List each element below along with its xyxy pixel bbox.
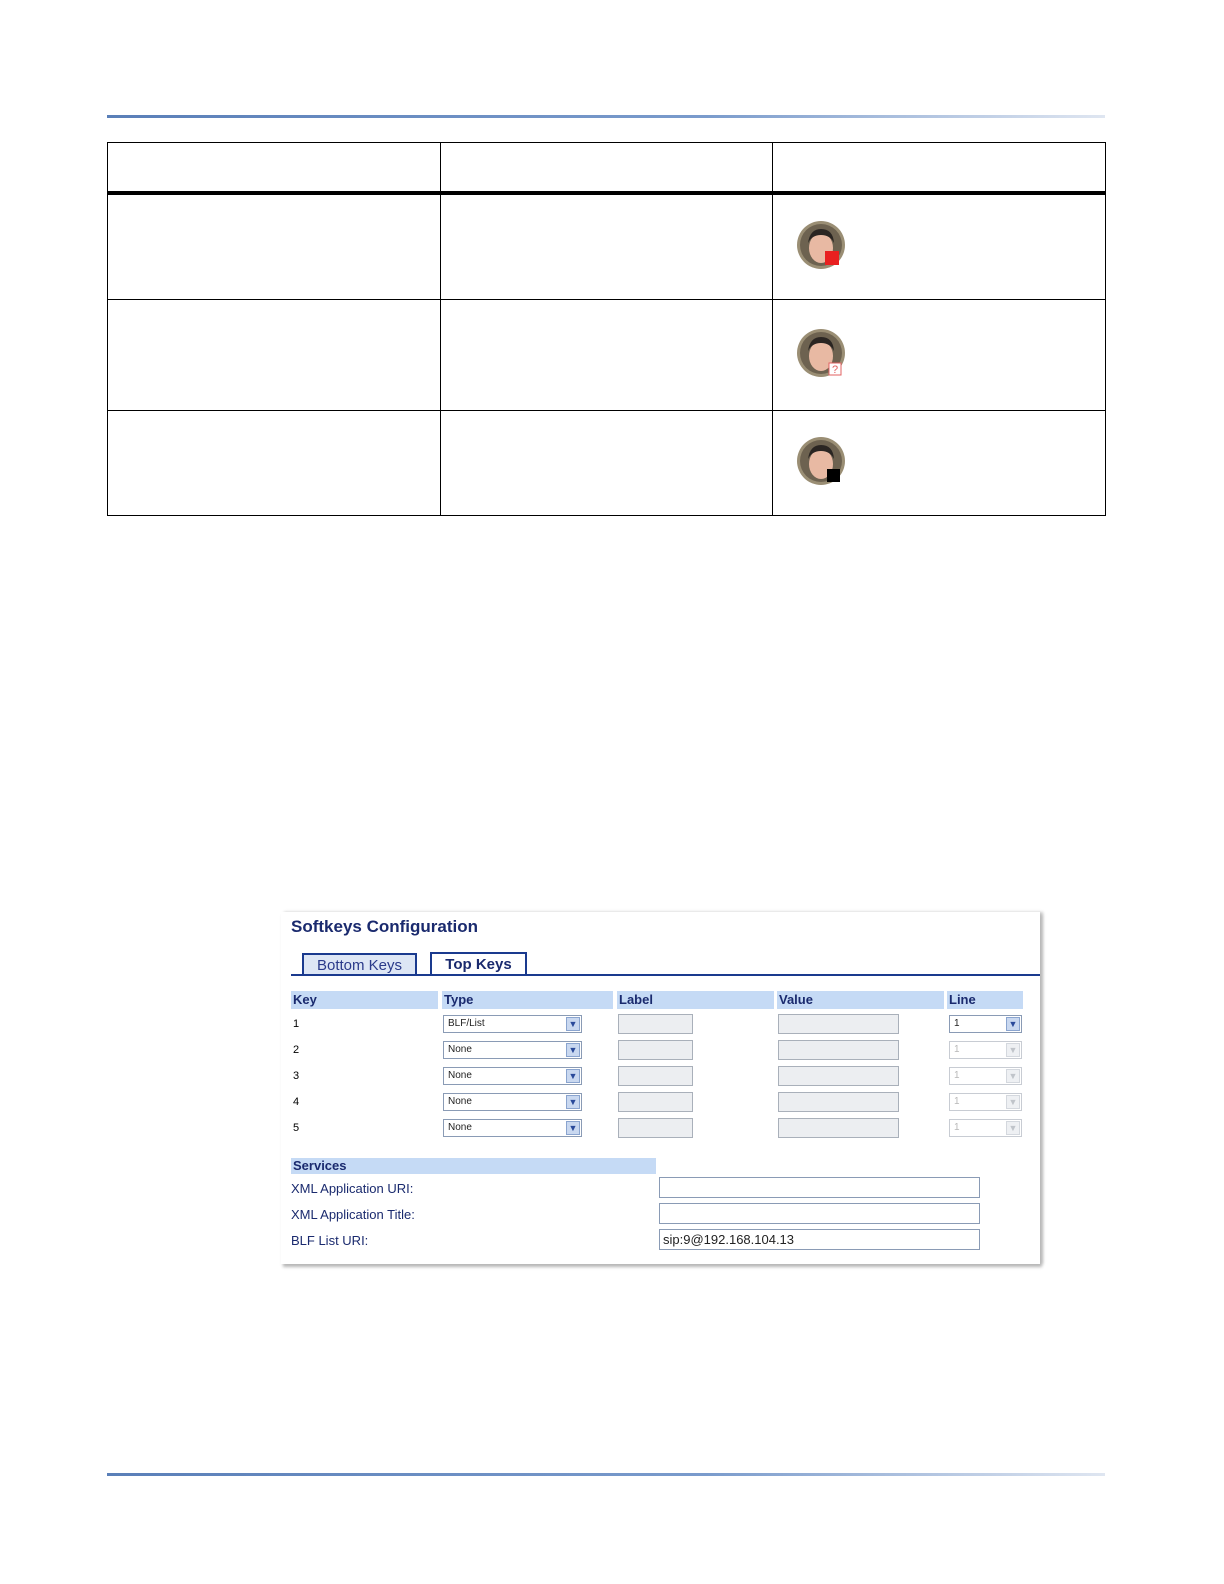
line-select-value: 1 xyxy=(954,1070,960,1081)
header-rule xyxy=(107,115,1105,118)
type-select-value: None xyxy=(448,1122,472,1133)
table-cell xyxy=(108,193,441,300)
xml-application-title-label: XML Application Title: xyxy=(291,1207,415,1222)
table-cell xyxy=(773,411,1106,516)
chevron-down-icon: ▼ xyxy=(566,1095,580,1109)
label-input[interactable] xyxy=(618,1118,693,1138)
avatar-offline-icon xyxy=(797,437,849,489)
tab-underline xyxy=(291,974,1040,976)
label-input[interactable] xyxy=(618,1040,693,1060)
table-cell xyxy=(108,300,441,411)
table-cell xyxy=(440,193,773,300)
table-header-cell xyxy=(773,143,1106,194)
chevron-down-icon: ▼ xyxy=(1006,1121,1020,1135)
xml-application-uri-label: XML Application URI: xyxy=(291,1181,414,1196)
table-cell xyxy=(440,300,773,411)
chevron-down-icon: ▼ xyxy=(1006,1095,1020,1109)
value-input[interactable] xyxy=(778,1118,899,1138)
type-select-value: None xyxy=(448,1096,472,1107)
column-header-key: Key xyxy=(291,991,438,1009)
xml-application-uri-input[interactable] xyxy=(659,1177,980,1198)
tab-bottom-keys[interactable]: Bottom Keys xyxy=(302,953,417,975)
status-table xyxy=(107,142,1106,516)
type-select-value: BLF/List xyxy=(448,1018,485,1029)
table-header-cell xyxy=(440,143,773,194)
line-select-value: 1 xyxy=(954,1018,960,1029)
value-input[interactable] xyxy=(778,1066,899,1086)
line-select[interactable] xyxy=(949,1093,1022,1111)
line-select[interactable] xyxy=(949,1041,1022,1059)
avatar-busy-icon xyxy=(797,221,849,273)
key-number: 3 xyxy=(293,1070,300,1082)
services-header: Services xyxy=(291,1158,656,1174)
type-select-value: None xyxy=(448,1044,472,1055)
line-select-value: 1 xyxy=(954,1096,960,1107)
key-number: 1 xyxy=(293,1018,300,1030)
table-row xyxy=(108,411,1106,516)
label-input[interactable] xyxy=(618,1066,693,1086)
type-select-value: None xyxy=(448,1070,472,1081)
chevron-down-icon: ▼ xyxy=(1006,1069,1020,1083)
chevron-down-icon: ▼ xyxy=(1006,1043,1020,1057)
value-input[interactable] xyxy=(778,1040,899,1060)
line-select-value: 1 xyxy=(954,1122,960,1133)
line-select-value: 1 xyxy=(954,1044,960,1055)
chevron-down-icon: ▼ xyxy=(566,1043,580,1057)
table-cell xyxy=(440,411,773,516)
type-select[interactable] xyxy=(443,1119,582,1137)
line-select[interactable] xyxy=(949,1119,1022,1137)
column-header-type: Type xyxy=(442,991,613,1009)
avatar-unknown-icon xyxy=(797,329,849,381)
type-select[interactable] xyxy=(443,1093,582,1111)
line-select[interactable] xyxy=(949,1015,1022,1033)
type-select[interactable] xyxy=(443,1067,582,1085)
page-title: Softkeys Configuration xyxy=(291,917,479,936)
type-select[interactable] xyxy=(443,1015,582,1033)
value-input[interactable] xyxy=(778,1014,899,1034)
blf-list-uri-label: BLF List URI: xyxy=(291,1233,369,1248)
chevron-down-icon: ▼ xyxy=(566,1121,580,1135)
table-row xyxy=(108,193,1106,300)
type-select[interactable] xyxy=(443,1041,582,1059)
xml-application-title-input[interactable] xyxy=(659,1203,980,1224)
key-number: 2 xyxy=(293,1044,300,1056)
table-cell xyxy=(108,411,441,516)
column-header-value: Value xyxy=(777,991,944,1009)
key-number: 5 xyxy=(293,1122,300,1134)
tab-top-keys[interactable]: Top Keys xyxy=(430,952,527,976)
softkeys-configuration-panel xyxy=(281,912,1040,1264)
key-number: 4 xyxy=(293,1096,300,1108)
column-header-line: Line xyxy=(947,991,1023,1009)
svg-text:?: ? xyxy=(832,364,839,376)
table-cell xyxy=(773,300,1106,411)
value-input[interactable] xyxy=(778,1092,899,1112)
table-cell xyxy=(773,193,1106,300)
table-header-cell xyxy=(108,143,441,194)
label-input[interactable] xyxy=(618,1092,693,1112)
footer-rule xyxy=(107,1473,1105,1476)
column-header-label: Label xyxy=(617,991,774,1009)
chevron-down-icon: ▼ xyxy=(566,1069,580,1083)
table-row xyxy=(108,300,1106,411)
chevron-down-icon: ▼ xyxy=(566,1017,580,1031)
chevron-down-icon: ▼ xyxy=(1006,1017,1020,1031)
table-header-row xyxy=(108,143,1106,194)
blf-list-uri-input[interactable]: sip:9@192.168.104.13 xyxy=(659,1229,980,1250)
line-select[interactable] xyxy=(949,1067,1022,1085)
label-input[interactable] xyxy=(618,1014,693,1034)
